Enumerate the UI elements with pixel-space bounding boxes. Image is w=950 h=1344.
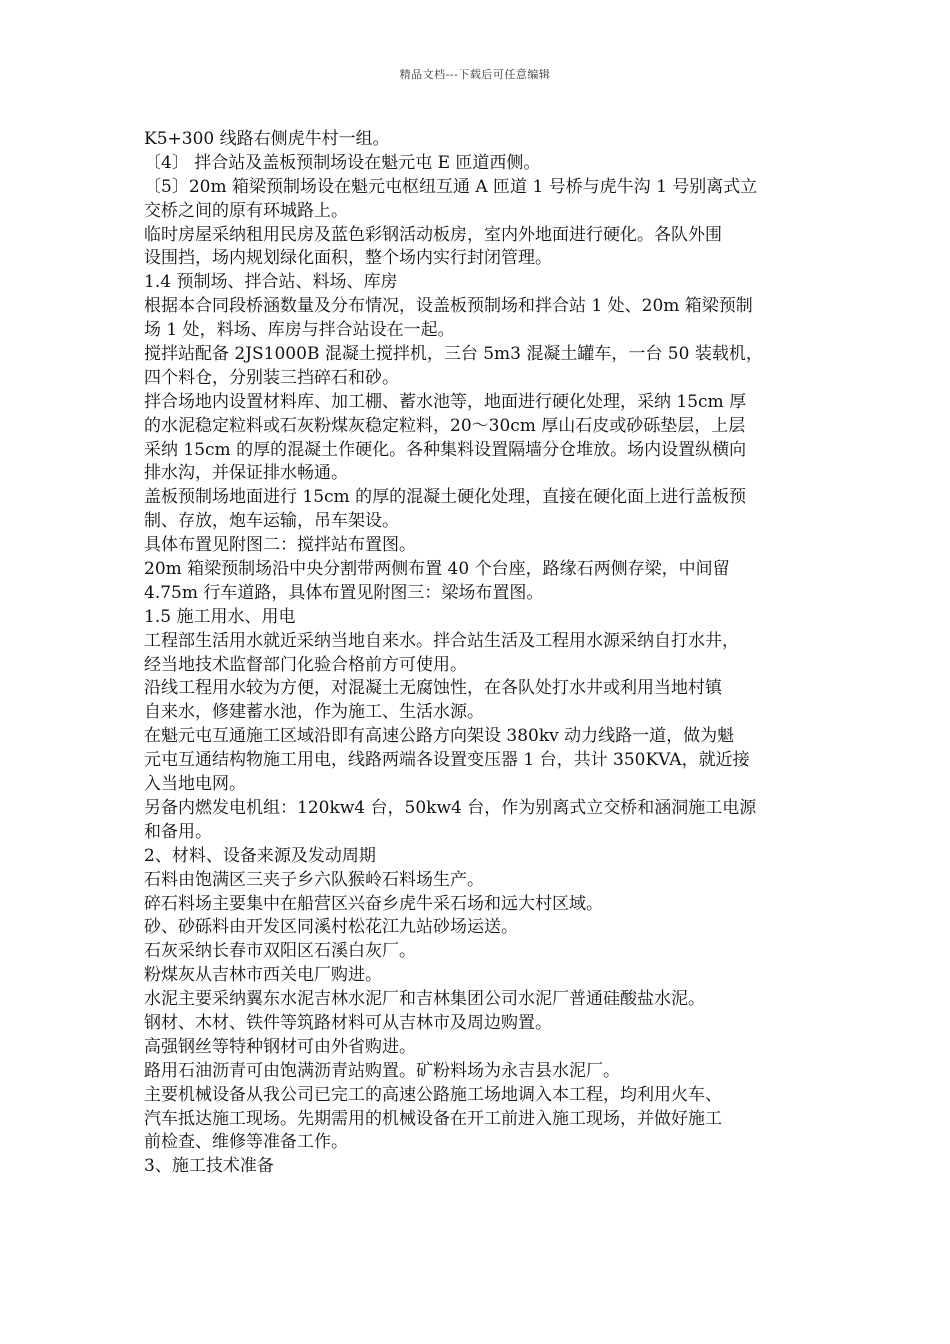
text-line: 石料由饱满区三夹子乡六队猴岭石料场生产。 bbox=[144, 869, 484, 890]
text-line: 工程部生活用水就近采纳当地自来水。拌合站生活及工程用水源采纳自打水井， bbox=[144, 630, 739, 651]
text-line: K5+300 线路右侧虎牛村一组。 bbox=[144, 129, 390, 149]
text-line: 钢材、木材、铁件等筑路材料可从吉林市及周边购置。 bbox=[144, 1012, 552, 1033]
text-line: 搅拌站配备 2JS1000B 混凝土搅拌机，三台 5m3 混凝土罐车，一台 50 装载机， bbox=[144, 344, 763, 365]
text-line: 粉煤灰从吉林市西关电厂购进。 bbox=[144, 965, 382, 986]
section-heading: 1.5 施工用水、用电 bbox=[144, 606, 296, 627]
text-line: 盖板预制场地面进行 15cm 的厚的混凝土硬化处理，直接在硬化面上进行盖板预 bbox=[144, 487, 747, 508]
document-body bbox=[144, 128, 814, 1179]
text-line: 沿线工程用水较为方便，对混凝土无腐蚀性，在各队处打水井或利用当地村镇 bbox=[144, 678, 722, 699]
text-line: 〔5〕20m 箱梁预制场设在魁元屯枢纽互通 A 匝道 1 号桥与虎牛沟 1 号别离式立 bbox=[144, 176, 758, 197]
text-line: 前检查、维修等准备工作。 bbox=[144, 1132, 348, 1153]
text-line: 排水沟，并保证排水畅通。 bbox=[144, 463, 348, 484]
text-line: 另备内燃发电机组：120kw4 台，50kw4 台，作为别离式立交桥和涵洞施工电源 bbox=[144, 797, 757, 818]
text-line: 碎石料场主要集中在船营区兴奋乡虎牛采石场和远大村区域。 bbox=[144, 893, 603, 914]
text-line: 和备用。 bbox=[144, 821, 212, 842]
text-line: 自来水，修建蓄水池，作为施工、生活水源。 bbox=[144, 702, 484, 723]
text-line: 入当地电网。 bbox=[144, 774, 246, 795]
text-line: 具体布置见附图二：搅拌站布置图。 bbox=[144, 535, 416, 556]
text-line: 场 1 处，料场、库房与拌合站设在一起。 bbox=[144, 320, 455, 341]
page-header: 精品文档---下载后可任意编辑 bbox=[399, 68, 551, 81]
section-heading: 3、施工技术准备 bbox=[144, 1156, 274, 1177]
text-line: 高强钢丝等特种钢材可由外省购进。 bbox=[144, 1036, 416, 1057]
text-line: 制、存放，炮车运输，吊车架设。 bbox=[144, 511, 399, 532]
text-line: 路用石油沥青可由饱满沥青站购置。矿粉料场为永吉县水泥厂。 bbox=[144, 1060, 620, 1081]
text-line: 汽车抵达施工现场。先期需用的机械设备在开工前进入施工现场，并做好施工 bbox=[144, 1108, 722, 1129]
text-line: 临时房屋采纳租用民房及蓝色彩钢活动板房，室内外地面进行硬化。各队外围 bbox=[144, 224, 722, 245]
text-line: 4.75m 行车道路，具体布置见附图三：梁场布置图。 bbox=[144, 582, 544, 603]
text-line: 的水泥稳定粒料或石灰粉煤灰稳定粒料，20～30cm 厚山石皮或砂砾垫层，上层 bbox=[144, 415, 746, 436]
text-line: 〔4〕 拌合站及盖板预制场设在魁元屯 E 匝道西侧。 bbox=[144, 152, 541, 173]
text-line: 采纳 15cm 的厚的混凝土作硬化。各种集料设置隔墙分仓堆放。场内设置纵横向 bbox=[144, 439, 747, 460]
text-line: 拌合场地内设置材料库、加工棚、蓄水池等，地面进行硬化处理，采纳 15cm 厚 bbox=[144, 391, 747, 412]
text-line: 主要机械设备从我公司已完工的高速公路施工场地调入本工程，均利用火车、 bbox=[144, 1084, 722, 1105]
text-line: 交桥之间的原有环城路上。 bbox=[144, 200, 348, 221]
text-line: 根据本合同段桥涵数量及分布情况，设盖板预制场和拌合站 1 处、20m 箱梁预制 bbox=[144, 296, 753, 317]
text-line: 砂、砂砾料由开发区同溪村松花江九站砂场运送。 bbox=[144, 917, 518, 938]
text-line: 石灰采纳长春市双阳区石溪白灰厂。 bbox=[144, 941, 416, 962]
section-heading: 2、材料、设备来源及发动周期 bbox=[144, 845, 376, 866]
section-heading: 1.4 预制场、拌合站、料场、库房 bbox=[144, 272, 398, 293]
text-line: 经当地技术监督部门化验合格前方可使用。 bbox=[144, 654, 467, 675]
text-line: 在魁元屯互通施工区域沿即有高速公路方向架设 380kv 动力线路一道，做为魁 bbox=[144, 726, 735, 747]
text-line: 四个料仓，分别装三挡碎石和砂。 bbox=[144, 367, 399, 388]
text-line: 水泥主要采纳翼东水泥吉林水泥厂和吉林集团公司水泥厂普通硅酸盐水泥。 bbox=[144, 989, 705, 1010]
text-line: 元屯互通结构物施工用电，线路两端各设置变压器 1 台，共计 350KVA，就近接 bbox=[144, 750, 750, 771]
text-line: 20m 箱梁预制场沿中央分割带两侧布置 40 个台座，路缘石两侧存梁，中间留 bbox=[144, 559, 730, 580]
text-line: 设围挡，场内规划绿化面积，整个场内实行封闭管理。 bbox=[144, 248, 552, 269]
